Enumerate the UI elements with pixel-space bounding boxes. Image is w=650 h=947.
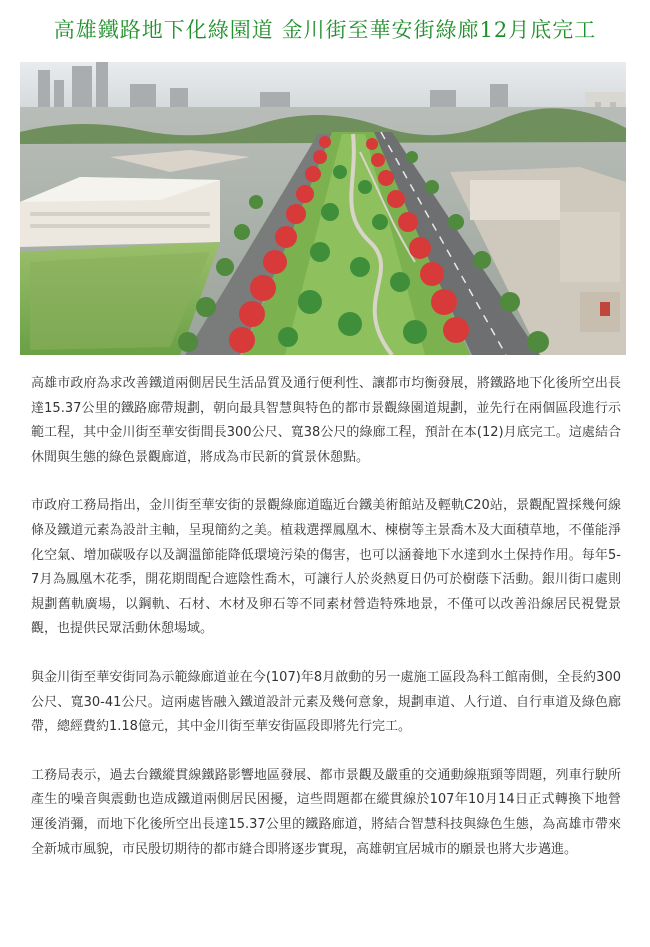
aerial-greenway-rendering	[20, 62, 626, 355]
article-paragraph-1: 高雄市政府為求改善鐵道兩側居民生活品質及通行便利性、讓都市均衡發展，將鐵路地下化後所空出長達15.37公里的鐵路廊帶規劃，朝向最具智慧與特色的都市景觀綠園道規劃，並先行在兩個區段進行示範工程，其中金川街至華安街間長300公尺、寬38公尺的綠廊工程，預計在本(12)月底完工。這處結合休閒與生態的綠色景觀廊道，將成為市民新的賞景休憩點。	[31, 376, 621, 465]
article-paragraph-3: 與金川街至華安街同為示範綠廊道並在今(107)年8月啟動的另一處施工區段為科工館南側，全長約300公尺、寬30-41公尺。這兩處皆融入鐵道設計元素及幾何意象，規劃車道、人行道、自行車道及綠色廊帶，總經費約1.18億元，其中金川街至華安街區段即將先行完工。	[31, 669, 621, 735]
article-body	[31, 372, 621, 886]
aerial-greenway-photo	[20, 62, 626, 355]
article-headline: 高雄鐵路地下化綠園道 金川街至華安街綠廊12月底完工	[53, 18, 597, 42]
article-paragraph-4: 工務局表示，過去台鐵縱貫線鐵路影響地區發展、都市景觀及嚴重的交通動線瓶頸等問題，列車行駛所產生的噪音與震動也造成鐵道兩側居民困擾，這些問題都在縱貫線於107年10月14日正式轉換下地營運後消彌，而地下化後所空出長達15.37公里的鐵路廊道，將結合智慧科技與綠色生態，為高雄市帶來全新城市風貌，市民殷切期待的都市縫合即將逐步實現，高雄朝宜居城市的願景也將大步邁進。	[31, 767, 621, 857]
article-paragraph-2: 市政府工務局指出，金川街至華安街的景觀綠廊道臨近台鐵美術館站及輕軌C20站，景觀配置採幾何線條及鐵道元素為設計主軸，呈現簡約之美。植栽選擇鳳凰木、楝樹等主景喬木及大面積草地，不僅能淨化空氣、增加碳吸存以及調溫節能降低環境污染的傷害，也可以涵養地下水達到水土保持作用。每年5-7月為鳳凰木花季，開花期間配合遮陰性喬木，可讓行人於炎熱夏日仍可於樹蔭下活動。銀川街口處則規劃舊軌廣場，以鋼軌、石材、木材及卵石等不同素材營造特殊地景，不僅可以改善沿線居民視覺景觀，也提供民眾活動休憩場域。	[31, 498, 621, 637]
